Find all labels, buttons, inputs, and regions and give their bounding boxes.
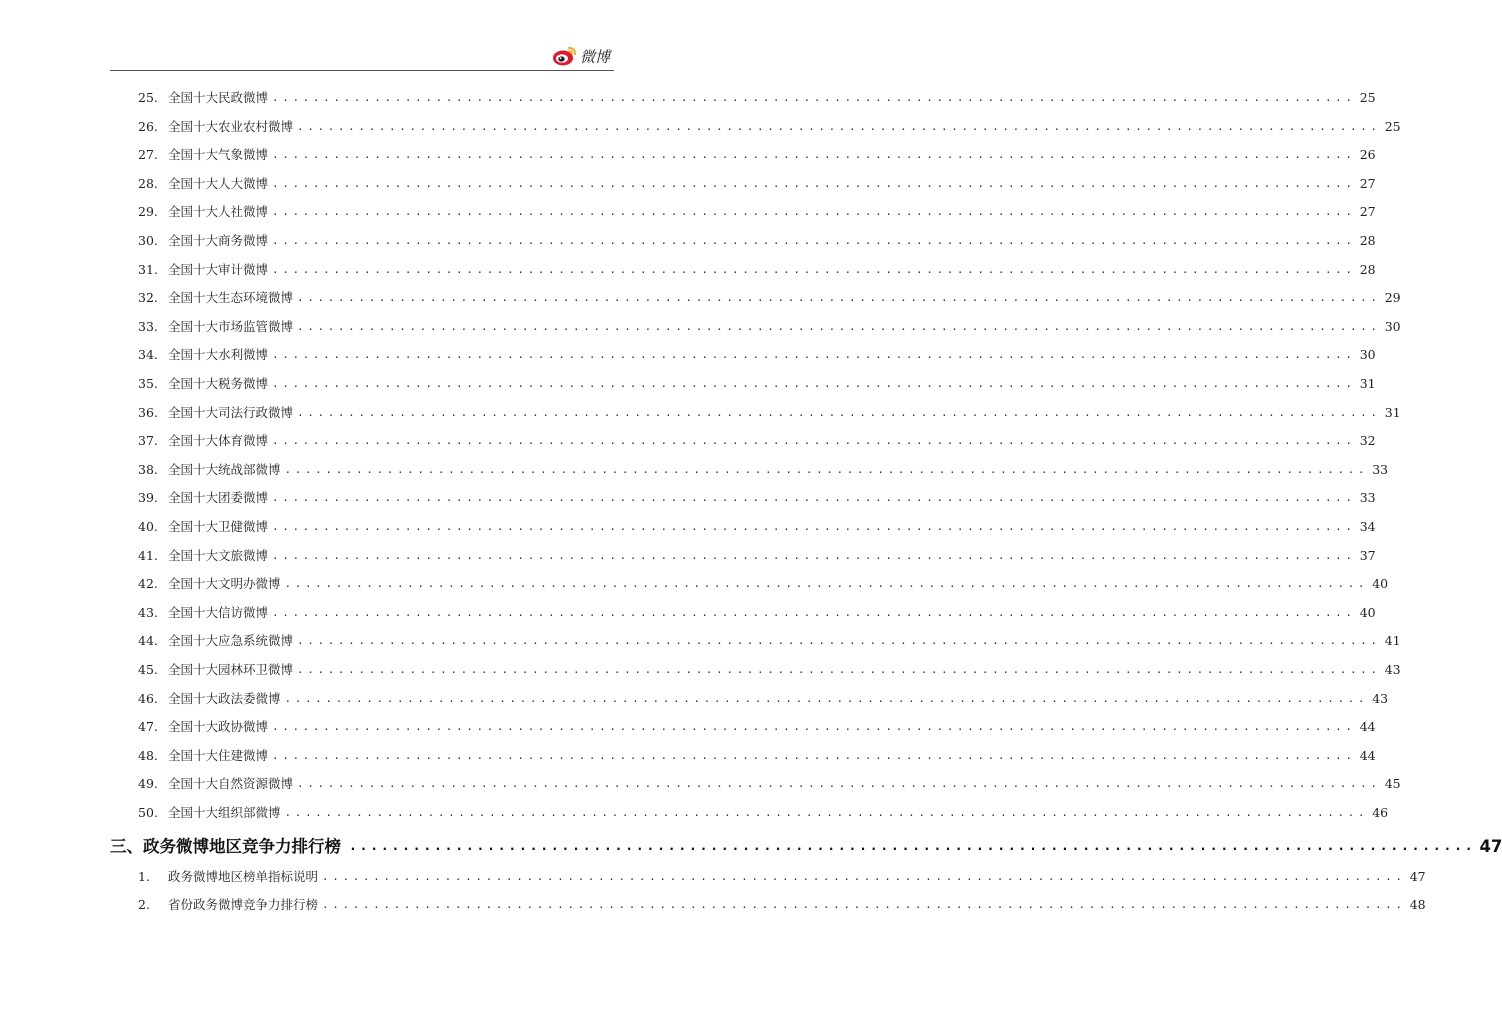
toc-page-number: 31 <box>1384 404 1401 420</box>
toc-dot-leader: .......................................................................................................... <box>272 262 1356 276</box>
toc-dot-leader: .......................................................................................................... <box>272 748 1356 762</box>
toc-page-number: 32 <box>1359 433 1376 449</box>
toc-page-number: 40 <box>1359 604 1376 620</box>
toc-row[interactable] <box>138 174 1376 194</box>
toc-entry-number: 36. <box>138 404 158 420</box>
weibo-eye-logo-icon <box>552 45 578 67</box>
toc-dot-leader: .......................................................................................................... <box>297 634 1381 648</box>
toc-entry-number: 33. <box>138 318 158 334</box>
toc-dot-leader: .......................................................................................................... <box>297 319 1381 333</box>
toc-page-number: 45 <box>1384 776 1401 792</box>
toc-page-number: 28 <box>1359 261 1376 277</box>
toc-entry-number: 1. <box>138 868 150 884</box>
toc-entry-title: 全国十大卫健微博 <box>168 519 269 534</box>
toc-entry-number: 30. <box>138 233 158 248</box>
toc-row[interactable] <box>138 202 1376 222</box>
toc-page-number: 33 <box>1372 461 1389 477</box>
toc-dot-leader: .......................................................................................................... <box>284 462 1369 476</box>
toc-dot-leader: .......................................................................................................... <box>272 605 1356 619</box>
toc-entry-title: 全国十大文明办微博 <box>168 576 281 592</box>
toc-dot-leader: .......................................................................................................... <box>272 148 1356 162</box>
toc-entry-title: 全国十大组织部微博 <box>168 805 281 820</box>
toc-row[interactable] <box>138 603 1376 623</box>
toc-entry-title: 全国十大商务微博 <box>168 233 269 248</box>
toc-row[interactable] <box>138 288 1401 308</box>
header-divider <box>110 70 614 71</box>
toc-row[interactable] <box>138 546 1376 566</box>
toc-row[interactable] <box>138 88 1376 108</box>
toc-entry-number: 48. <box>138 747 158 763</box>
toc-page-number: 40 <box>1372 576 1389 592</box>
toc-page-number: 29 <box>1384 290 1401 306</box>
toc-row[interactable] <box>138 117 1401 137</box>
toc-entry-number: 29. <box>138 204 158 220</box>
toc-row[interactable] <box>138 867 1426 887</box>
toc-page-number: 44 <box>1359 719 1376 735</box>
toc-dot-leader: .......................................................................................................... <box>272 434 1356 448</box>
toc-entry-title: 省份政务微博竞争力排行榜 <box>168 897 319 913</box>
toc-entry-title: 政务微博地区榜单指标说明 <box>168 868 319 884</box>
toc-entry-number: 39. <box>138 490 158 506</box>
toc-entry-number: 49. <box>138 776 158 792</box>
toc-page-number: 27 <box>1359 175 1376 191</box>
toc-row[interactable] <box>138 345 1376 365</box>
toc-entry-number: 26. <box>138 118 158 134</box>
toc-dot-leader: .......................................................................................................... <box>272 377 1356 390</box>
toc-dot-leader: .......................................................................................................... <box>297 119 1381 133</box>
toc-entry-title: 全国十大体育微博 <box>168 433 269 449</box>
toc-row[interactable] <box>138 403 1401 423</box>
toc-page-number: 33 <box>1359 490 1376 506</box>
toc-row[interactable] <box>138 231 1376 251</box>
toc-entry-title: 全国十大文旅微博 <box>168 547 269 563</box>
toc-row[interactable] <box>138 574 1389 594</box>
toc-page-number: 25 <box>1384 118 1401 134</box>
toc-entry-number: 44. <box>138 633 158 649</box>
toc-entry-number: 37. <box>138 433 158 449</box>
toc-entry-number: 38. <box>138 461 158 477</box>
toc-page-number: 43 <box>1384 662 1401 677</box>
toc-entry-number: 45. <box>138 662 158 677</box>
toc-entry-number: 28. <box>138 175 158 191</box>
toc-entry-number: 34. <box>138 347 158 363</box>
toc-entry-title: 全国十大人社微博 <box>168 204 269 220</box>
toc-entry-number: 2. <box>138 897 150 913</box>
toc-page-number: 30 <box>1359 347 1376 363</box>
toc-dot-leader: .......................................................................................................... <box>272 205 1356 219</box>
toc-entry-title: 全国十大自然资源微博 <box>168 776 294 792</box>
toc-entry-title: 全国十大住建微博 <box>168 747 269 763</box>
toc-entry-number: 50. <box>138 805 158 820</box>
toc-dot-leader: .......................................................................................................... <box>284 806 1369 819</box>
toc-entry-number: 41. <box>138 547 158 563</box>
toc-dot-leader: .......................................................................................................... <box>272 234 1356 247</box>
toc-row[interactable] <box>138 631 1401 651</box>
toc-dot-leader: .......................................................................................................... <box>272 491 1356 505</box>
toc-dot-leader: .......................................................................................................... <box>322 898 1406 912</box>
toc-entry-title: 三、政务微博地区竞争力排行榜 <box>110 836 341 856</box>
toc-row[interactable] <box>138 317 1401 337</box>
toc-entry-number: 35. <box>138 376 158 391</box>
toc-entry-title: 全国十大农业农村微博 <box>168 118 294 134</box>
toc-dot-leader: .......................................................................................................... <box>272 348 1356 362</box>
toc-page-number: 30 <box>1384 318 1401 334</box>
toc-entry-title: 全国十大园林环卫微博 <box>168 662 294 677</box>
toc-page-number: 25 <box>1359 90 1376 105</box>
toc-entry-number: 43. <box>138 604 158 620</box>
toc-dot-leader: .......................................................................................................... <box>272 520 1356 533</box>
toc-entry-title: 全国十大司法行政微博 <box>168 404 294 420</box>
toc-dot-leader: .......................................................................................................... <box>272 91 1356 104</box>
toc-page-number: 37 <box>1359 547 1376 563</box>
toc-entry-number: 32. <box>138 290 158 306</box>
toc-entry-number: 42. <box>138 576 158 592</box>
toc-entry-title: 全国十大信访微博 <box>168 604 269 620</box>
toc-dot-leader: .......................................................................................................... <box>322 869 1406 883</box>
toc-page-number: 44 <box>1359 747 1376 763</box>
toc-row[interactable] <box>138 260 1376 280</box>
toc-page-number: 28 <box>1359 233 1376 248</box>
toc-chapter-row[interactable] <box>110 835 1502 859</box>
toc-entry-title: 全国十大团委微博 <box>168 490 269 506</box>
toc-row[interactable] <box>138 689 1389 709</box>
toc-row[interactable] <box>138 660 1401 680</box>
toc-dot-leader: .......................................................................................................... <box>297 405 1381 419</box>
toc-row[interactable] <box>138 717 1376 737</box>
toc-row[interactable] <box>138 460 1389 480</box>
toc-entry-number: 47. <box>138 719 158 735</box>
brand-text: 微博 <box>580 47 611 66</box>
toc-entry-number: 46. <box>138 690 158 706</box>
toc-entry-number: 31. <box>138 261 158 277</box>
toc-page-number: 47 <box>1479 836 1502 856</box>
toc-row[interactable] <box>138 488 1376 508</box>
toc-page-number: 43 <box>1372 690 1389 706</box>
toc-entry-title: 全国十大应急系统微博 <box>168 633 294 649</box>
toc-entry-title: 全国十大市场监管微博 <box>168 318 294 334</box>
toc-page-number: 41 <box>1384 633 1401 649</box>
toc-page-number: 47 <box>1409 868 1426 884</box>
toc-row[interactable] <box>138 431 1376 451</box>
toc-page-number: 46 <box>1372 805 1389 820</box>
toc-entry-number: 27. <box>138 147 158 163</box>
toc-entry-title: 全国十大税务微博 <box>168 376 269 391</box>
toc-dot-leader: .......................................................................................................... <box>284 691 1369 705</box>
toc-page-number: 31 <box>1359 376 1376 391</box>
weibo-logo <box>552 44 610 68</box>
toc-dot-leader: .......................................................................................................... <box>272 176 1356 190</box>
toc-dot-leader: .......................................................................................................... <box>297 777 1381 791</box>
toc-dot-leader: .......................................................................................................... <box>272 720 1356 734</box>
toc-row[interactable] <box>138 145 1376 165</box>
toc-row[interactable] <box>138 517 1376 537</box>
toc-page-number: 34 <box>1359 519 1376 534</box>
toc-dot-leader: .......................................................................................................... <box>297 663 1381 676</box>
toc-page-number: 26 <box>1359 147 1376 163</box>
toc-dot-leader: .......................................................................................................... <box>297 291 1381 305</box>
toc-entry-title: 全国十大生态环境微博 <box>168 290 294 306</box>
toc-entry-title: 全国十大民政微博 <box>168 90 269 105</box>
toc-entry-title: 全国十大政协微博 <box>168 719 269 735</box>
toc-entry-title: 全国十大气象微博 <box>168 147 269 163</box>
toc-row[interactable] <box>138 895 1426 915</box>
toc-entry-title: 全国十大政法委微博 <box>168 690 281 706</box>
toc-dot-leader: .......................................................................................................... <box>284 577 1369 591</box>
toc-entry-title: 全国十大水利微博 <box>168 347 269 363</box>
toc-entry-title: 全国十大审计微博 <box>168 261 269 277</box>
toc-row[interactable] <box>138 374 1376 394</box>
toc-entry-number: 40. <box>138 519 158 534</box>
toc-dot-leader: .......................................................................................................... <box>272 548 1356 562</box>
toc-page-number: 27 <box>1359 204 1376 220</box>
toc-entry-title: 全国十大人大微博 <box>168 175 269 191</box>
toc-entry-number: 25. <box>138 90 158 105</box>
toc-row[interactable] <box>138 774 1401 794</box>
toc-page-number: 48 <box>1409 897 1426 913</box>
toc-dot-leader: .......................................................................................................... <box>349 838 1476 854</box>
toc-row[interactable] <box>138 803 1389 823</box>
toc-row[interactable] <box>138 746 1376 766</box>
toc-entry-title: 全国十大统战部微博 <box>168 461 281 477</box>
